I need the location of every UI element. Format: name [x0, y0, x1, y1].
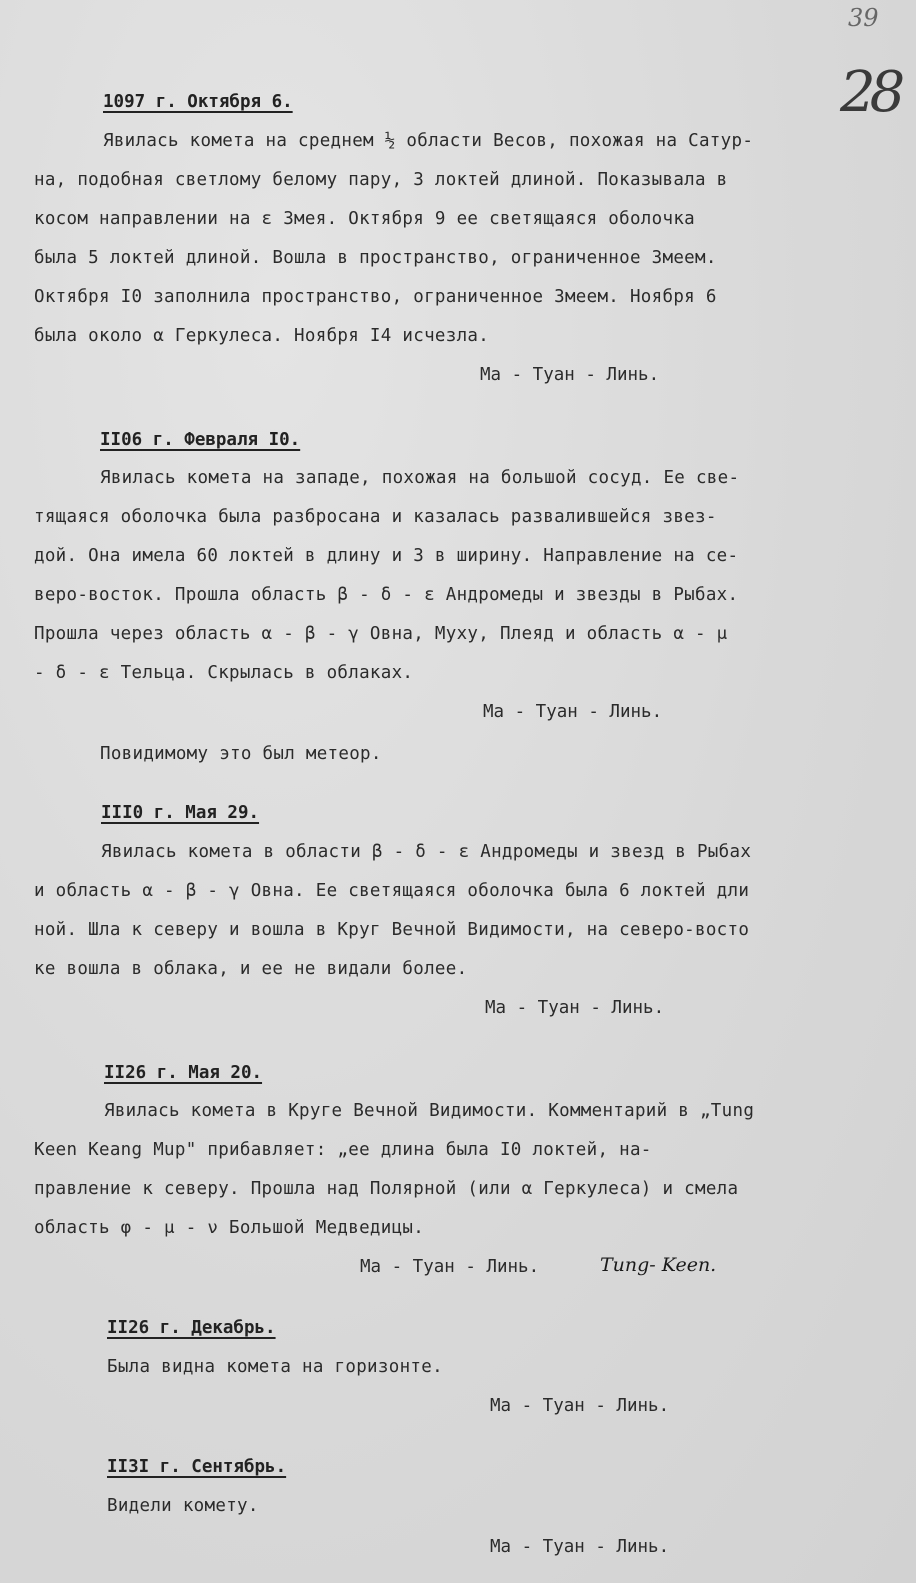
entry-line: Видели комету.: [107, 1496, 259, 1516]
entry-line: на, подобная светлому белому пару, 3 локтей длиной. Показывала в: [34, 170, 728, 190]
signature: Ма - Туан - Линь.: [483, 702, 663, 722]
entry-line: ке вошла в облака, и ее не видали более.: [34, 959, 468, 979]
entry-heading: III0 г. Мая 29.: [101, 803, 260, 823]
entry-line: и область α - β - γ Овна. Ее светящаяся оболочка была 6 локтей дли: [34, 881, 750, 901]
entry-line: веро-восток. Прошла область β - δ - ε Андромеды и звезды в Рыбах.: [34, 585, 739, 605]
entry-line: косом направлении на ε Змея. Октября 9 ее светящаяся оболочка: [34, 209, 695, 229]
entry-heading: 1097 г. Октября 6.: [103, 92, 293, 112]
signature: Ма - Туан - Линь.: [490, 1537, 670, 1557]
entry-line: ной. Шла к северу и вошла в Круг Вечной Видимости, на северо-восто: [34, 920, 750, 940]
entry-heading: II26 г. Мая 20.: [104, 1063, 263, 1083]
entry-line: дой. Она имела 60 локтей в длину и 3 в ширину. Направление на се-: [34, 546, 739, 566]
page-number-top: 39: [848, 4, 879, 32]
signature: Ма - Туан - Линь.: [485, 998, 665, 1018]
entry-line: тящаяся оболочка была разбросана и казалась развалившейся звез-: [34, 507, 717, 527]
entry-line: область φ - μ - ν Большой Медведицы.: [34, 1218, 425, 1238]
page-number-handwritten: 28: [840, 60, 900, 125]
entry-line: Явилась комета в Круге Вечной Видимости. Комментарий в „Tung: [104, 1101, 755, 1121]
entry-note: Повидимому это был метеор.: [100, 744, 382, 764]
entry-line: правление к северу. Прошла над Полярной (или α Геркулеса) и смела: [34, 1179, 739, 1199]
entry-line: Явилась комета на западе, похожая на большой сосуд. Ее све-: [100, 468, 740, 488]
entry-line: Явилась комета в области β - δ - ε Андромеды и звезд в Рыбах: [101, 842, 752, 862]
entry-line: Была видна комета на горизонте.: [107, 1357, 443, 1377]
entry-heading: II06 г. Февраля I0.: [100, 430, 301, 450]
signature-handwritten: Tung- Keen.: [600, 1254, 717, 1276]
signature: Ма - Туан - Линь.: [490, 1396, 670, 1416]
entry-heading: II26 г. Декабрь.: [107, 1318, 276, 1338]
entry-line: Октября I0 заполнила пространство, ограниченное Змеем. Ноября 6: [34, 287, 717, 307]
entry-line: была около α Геркулеса. Ноября I4 исчезла.: [34, 326, 490, 346]
entry-line: Keen Keang Mup" прибавляет: „ее длина была I0 локтей, на-: [34, 1140, 652, 1160]
entry-line: Явилась комета на среднем ½ области Весов, похожая на Сатур-: [103, 131, 754, 151]
entry-line: была 5 локтей длиной. Вошла в пространство, ограниченное Змеем.: [34, 248, 717, 268]
entry-line: Прошла через область α - β - γ Овна, Муху, Плеяд и область α - μ: [34, 624, 728, 644]
entry-line: - δ - ε Тельца. Скрылась в облаках.: [34, 663, 414, 683]
signature: Ма - Туан - Линь.: [360, 1257, 540, 1277]
entry-heading: II3I г. Сентябрь.: [107, 1457, 287, 1477]
signature: Ма - Туан - Линь.: [480, 365, 660, 385]
